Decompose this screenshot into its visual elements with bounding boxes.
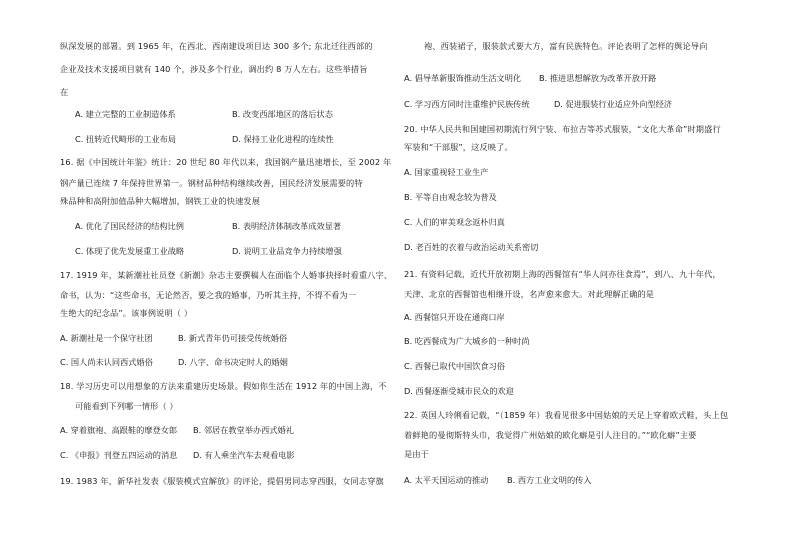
q18-stem-line: 可能看到下列哪一情形（ ）	[75, 401, 178, 411]
q18-option-c: C. 《申报》刊登五四运动的消息	[60, 450, 178, 460]
q18-option-a: A. 穿着旗袍、高跟鞋的摩登女郎	[60, 425, 178, 435]
q17-stem-line: 命书，认为：“这些命书，无论然否，要之我的婚事，乃听其主持，不得不看为一	[60, 290, 357, 300]
q20-stem-line: 20. 中华人民共和国建国初期流行列宁装、布拉吉等苏式服装，“文化大革命”时期盛行	[404, 124, 721, 134]
q20-option-a: A. 国家重视轻工业生产	[404, 167, 489, 177]
q15-text-line: 企业及技术支援项目就有 140 个，涉及多个行业，调出约 8 万人左右。这些举措旨	[60, 64, 368, 74]
q16-option-c: C. 体现了优先发展重工业战略	[75, 246, 185, 256]
q15-option-d: D. 保持工业化进程的连续性	[232, 134, 334, 144]
q17-option-a: A. 新潮社是一个保守社团	[60, 333, 153, 343]
q15-option-c: C. 扭转近代畸形的工业布局	[75, 134, 176, 144]
q16-option-a: A. 优化了国民经济的结构比例	[75, 221, 184, 231]
q18-option-d: D. 有人乘坐汽车去观看电影	[193, 450, 295, 460]
q21-option-d: D. 西餐逐渐受城市民众的欢迎	[404, 386, 514, 396]
q17-option-c: C. 国人尚未认同西式婚俗	[60, 357, 153, 367]
q21-option-b: B. 吃西餐成为广大城乡的一种时尚	[404, 336, 530, 346]
q22-stem-line: 是由于	[404, 449, 430, 459]
q17-option-d: D. 八字、命书决定时人的婚姻	[178, 357, 288, 367]
q16-option-b: B. 表明经济体制改革成效显著	[232, 221, 342, 231]
q21-option-a: A. 西餐馆只开设在通商口岸	[404, 312, 505, 322]
q22-stem-line: 着鲜艳的曼彻斯特头巾，我觉得广州姑娘的欧化癖是引人注目的。”“欧化癖”主要	[404, 430, 697, 440]
q19-option-b: B. 推进思想解放为改革开放开路	[539, 73, 657, 83]
q16-stem-line: 钢产量已连续 7 年保持世界第一。钢材品种结构继续改善，国民经济发展需要的特	[60, 178, 363, 188]
q19-option-c: C. 学习西方同时注重维护民族传统	[404, 99, 530, 109]
q15-text-line: 纵深发展的部署。到 1965 年，在西北、西南建设项目达 300 多个; 东北迁往西部的	[60, 41, 373, 51]
q19-option-a: A. 倡导革新服饰推动生活文明化	[404, 73, 522, 83]
q21-option-c: C. 西餐已取代中国饮食习俗	[404, 361, 505, 371]
q19-text-line: 袍、西装裙子，服装款式要大方，富有民族特色。评论表明了怎样的舆论导向	[424, 41, 708, 51]
q19-option-d: D. 促进服装行业适应外向型经济	[554, 99, 672, 109]
q19-stem-line: 19. 1983 年，新华社发表《服装模式宜解放》的评论，提倡男同志穿西服，女同志穿旗	[60, 476, 384, 486]
q20-option-c: C. 人们的审美观念返朴归真	[404, 217, 505, 227]
q17-option-b: B. 新式青年仍可接受传统婚俗	[178, 333, 288, 343]
q17-stem-line: 生绝大的纪念品”。该事例说明（ ）	[60, 308, 193, 318]
q15-option-b: B. 改变西部地区的落后状态	[232, 109, 333, 119]
q22-stem-line: 22. 英国人玲俐看记载，“（1859 年）我看见很多中国姑娘的天足上穿着欧式鞋，头上包	[404, 410, 729, 420]
q21-stem-line: 21. 有资料记载，近代开放初期上海的西餐馆有“华人问亦往食焉”，到八、九十年代，	[404, 269, 721, 279]
q22-option-b: B. 西方工业文明的传入	[507, 475, 592, 485]
q16-stem-line: 16. 据《中国统计年鉴》统计：20 世纪 80 年代以来，我国钢产量迅速增长，至 2002 年	[60, 157, 392, 167]
q18-stem-line: 18. 学习历史可以用想象的方法来重建历史场景。假如你生活在 1912 年的中国上海，不	[60, 381, 387, 391]
q21-stem-line: 天津、北京的西餐馆也相继开设，名声愈来愈大。对此理解正确的是	[404, 289, 655, 299]
q17-stem-line: 17. 1919 年，某新潮社社员登《新潮》杂志主要撰稿人在面临个人婚事抉择时看重八字、	[60, 270, 393, 280]
q18-option-b: B. 邻居在教堂举办西式婚礼	[193, 425, 294, 435]
q20-stem-line: 军装和“干部服”，这反映了。	[404, 142, 513, 152]
q16-option-d: D. 说明工业品竞争力持续增强	[232, 246, 342, 256]
q15-option-a: A. 建立完整的工业制造体系	[75, 109, 176, 119]
q16-stem-line: 殊品种和高附加值品种大幅增加，钢铁工业的快速发展	[60, 196, 261, 206]
q22-option-a: A. 太平天国运动的推动	[404, 475, 489, 485]
q20-option-d: D. 老百姓的衣着与政治运动关系密切	[404, 242, 539, 252]
q15-text-line: 在	[60, 87, 69, 97]
q20-option-b: B. 平等自由观念较为普及	[404, 192, 497, 202]
